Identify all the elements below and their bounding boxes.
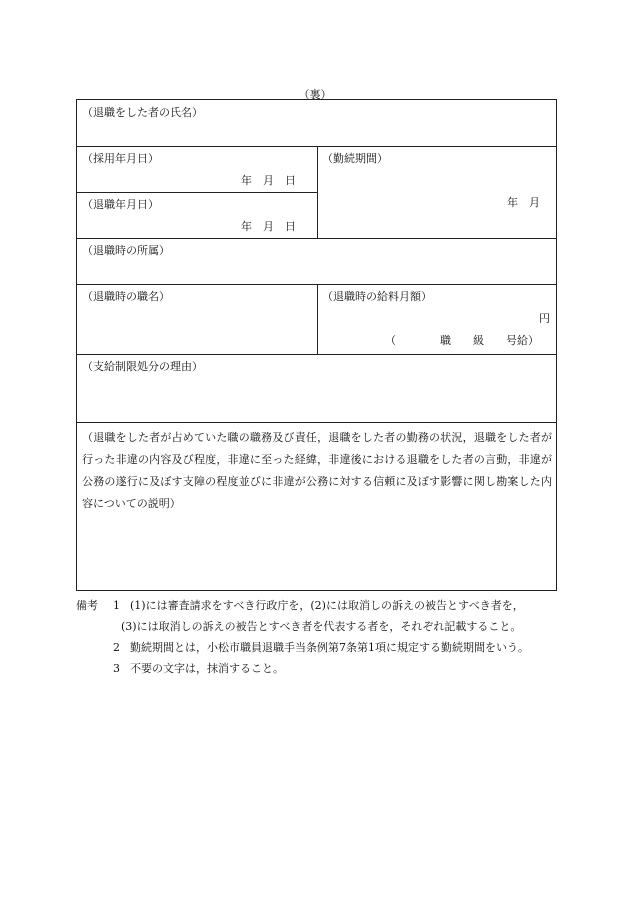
service-period-label: （勤続期間） xyxy=(322,152,388,165)
notes-section xyxy=(76,595,566,679)
note-text: (3)には取消しの訴えの被告とすべき者を代表する者を，それぞれ記載すること。 xyxy=(121,620,522,633)
page-title: （裏） xyxy=(298,88,332,101)
reason-label: （支給制限処分の理由） xyxy=(82,360,203,373)
hire-date-label: （採用年月日） xyxy=(82,152,159,165)
note-item xyxy=(76,637,566,658)
row-divider xyxy=(77,422,556,423)
position-label: （退職時の職名） xyxy=(82,290,170,303)
row-divider xyxy=(77,238,556,239)
note-item xyxy=(76,658,566,679)
row-divider xyxy=(77,354,556,355)
note-number: 2 xyxy=(113,641,120,654)
row-divider xyxy=(77,192,317,193)
salary-grade: （ 職 級 号給） xyxy=(385,334,539,347)
name-label: （退職をした者の氏名） xyxy=(82,106,203,119)
affiliation-label: （退職時の所属） xyxy=(82,244,170,257)
explanation-label: （退職をした者が占めていた職の職務及び責任，退職をした者の勤務の状況，退職をした者が行った非違の内容及び程度，非違に至った経緯，非違後における退職をした者の言動，非違が公務の遂行に及ぼす支障の程度並びに非違が公務に対する信頼に及ぼす影響に関し勘案した内容についての説明） xyxy=(82,431,552,510)
retire-date-label: （退職年月日） xyxy=(82,198,159,211)
salary-unit: 円 xyxy=(539,312,550,325)
hire-date-units: 年 月 日 xyxy=(241,174,296,187)
note-text: 不要の文字は，抹消すること。 xyxy=(130,662,284,675)
note-text: 勤続期間とは，小松市職員退職手当条例第7条第1項に規定する勤続期間をいう。 xyxy=(130,641,529,654)
disciplinary-form-table xyxy=(76,99,557,591)
notes-heading: 備考 xyxy=(76,599,98,612)
note-item xyxy=(76,595,566,616)
note-number: 1 xyxy=(113,599,120,612)
note-item-continuation xyxy=(76,616,566,637)
note-number: 3 xyxy=(113,662,120,675)
salary-label: （退職時の給料月額） xyxy=(322,290,432,303)
retire-date-units: 年 月 日 xyxy=(241,220,296,233)
service-period-units: 年 月 xyxy=(507,196,540,209)
column-divider xyxy=(317,146,318,238)
note-text: (1)には審査請求をすべき行政庁を，(2)には取消しの訴えの被告とすべき者を， xyxy=(130,599,524,612)
column-divider xyxy=(317,284,318,354)
